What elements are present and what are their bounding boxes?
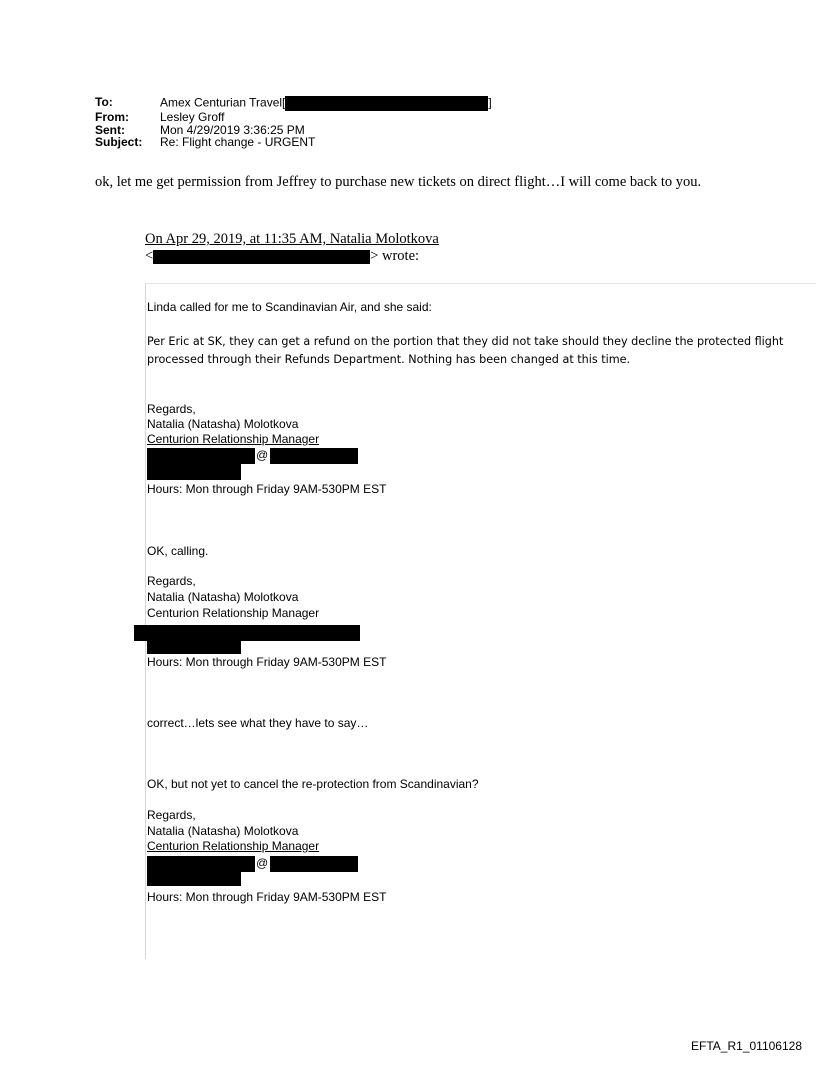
redaction: [147, 448, 255, 464]
redaction: [147, 641, 241, 654]
reply-body: ok, let me get permission from Jeffrey to purchase new tickets on direct flight…I will come back to you.: [95, 174, 702, 190]
lt-sign: <: [145, 248, 154, 264]
thread-p1: Linda called for me to Scandinavian Air, and she said:: [147, 300, 432, 314]
from-row: [95, 111, 492, 124]
subject-label: Subject:: [95, 135, 143, 149]
email-header: [95, 96, 492, 149]
sig3-regards: Regards,: [147, 808, 196, 822]
quote-intro-line1: On Apr 29, 2019, at 11:35 AM, Natalia Molotkova: [145, 231, 439, 247]
sig1-title: Centurion Relationship Manager: [147, 432, 320, 446]
redaction: [147, 464, 241, 480]
to-recipient: Amex Centurian Travel[: [160, 95, 286, 110]
document-id: EFTA_R1_01106128: [691, 1039, 802, 1053]
thread-p4: correct…lets see what they have to say…: [147, 716, 369, 730]
sent-value: Mon 4/29/2019 3:36:25 PM: [160, 122, 305, 137]
sig2-name: Natalia (Natasha) Molotkova: [147, 590, 299, 604]
thread-p5: OK, but not yet to cancel the re-protection from Scandinavian?: [147, 777, 479, 791]
thread-p2-line1: Per Eric at SK, they can get a refund on the portion that they did not take should they decline the protected flight: [147, 335, 784, 348]
sig2-hours: Hours: Mon through Friday 9AM-530PM EST: [147, 655, 387, 669]
thread-p2-line2: processed through their Refunds Department. Nothing has been changed at this time.: [147, 353, 631, 366]
to-label: To:: [95, 95, 113, 109]
sig1-regards: Regards,: [147, 402, 196, 416]
sig1-hours: Hours: Mon through Friday 9AM-530PM EST: [147, 482, 387, 496]
from-label: From:: [95, 110, 129, 124]
redaction: [270, 448, 358, 464]
sig2-regards: Regards,: [147, 574, 196, 588]
redaction: [153, 250, 370, 264]
redaction: [285, 96, 488, 111]
sig3-name: Natalia (Natasha) Molotkova: [147, 824, 299, 838]
redaction: [147, 872, 241, 886]
sent-label: Sent:: [95, 122, 125, 137]
wrote-text: > wrote:: [370, 248, 420, 264]
quote-intro-line2: [145, 248, 439, 265]
at-sign: @: [256, 448, 269, 462]
sig1-name: Natalia (Natasha) Molotkova: [147, 417, 299, 431]
sig3-hours: Hours: Mon through Friday 9AM-530PM EST: [147, 890, 387, 904]
redaction: [147, 856, 255, 872]
sig3-title: Centurion Relationship Manager: [147, 839, 320, 853]
to-value: [160, 96, 492, 111]
subject-row: [95, 136, 492, 149]
quote-intro: [145, 231, 439, 265]
to-close-bracket: ]: [488, 95, 492, 110]
subject-value: Re: Flight change - URGENT: [160, 135, 316, 149]
redaction: [134, 625, 360, 641]
from-value: Lesley Groff: [160, 110, 225, 124]
thread-p3: OK, calling.: [147, 544, 209, 558]
at-sign: @: [256, 856, 269, 870]
to-row: [95, 96, 492, 111]
redaction: [270, 856, 358, 872]
sig2-title: Centurion Relationship Manager: [147, 606, 320, 620]
